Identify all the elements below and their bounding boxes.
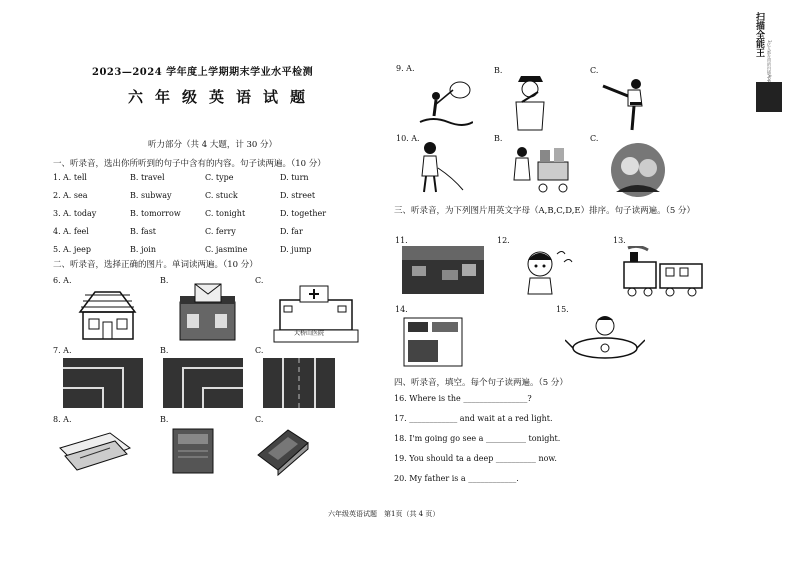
listening-title: 听力部分（共 4 大题，计 30 分） [148,140,278,150]
hospital-sign: 大桥山医院 [294,330,325,337]
section1-instruction: 一、听录音，选出你所听到的句子中含有的内容。句子读两遍。（10 分） [53,159,326,169]
book-image [253,425,313,477]
portrait-couple-image [610,142,666,198]
q8-label-a: 8. A. [53,415,72,424]
pic-11-label: 11. [395,236,408,245]
brand-label: 扫描全能王 [754,12,764,57]
q9-label-c: C. [590,66,599,75]
section1-option: C. jasmine [205,245,248,254]
section2-instruction: 二、听录音，选择正确的图片。单词读两遍。（10 分） [53,260,258,270]
section1-option: D. far [280,227,303,236]
karate-kick-image [598,72,653,134]
section1-option: 1. [53,173,61,182]
section1-option: D. turn [280,173,309,182]
section1-option: D. street [280,191,316,200]
qr-code-icon [756,82,782,112]
q8-label-b: B. [160,415,169,424]
traffic-photo-image [402,246,484,294]
section1-option: D. jump [280,245,312,254]
section1-option: A. jeep [63,245,91,254]
q8-label-c: C. [255,415,264,424]
pic-13-label: 13. [613,236,626,245]
section1-option: 3. [53,209,61,218]
section1-option: D. together [280,209,327,218]
q10-label-a: 10. A. [396,134,420,143]
q7-label-b: B. [160,346,169,355]
police-officer-image [508,72,553,134]
fill-16: 16. Where is the ________________? [394,394,532,403]
post-office-image [175,282,240,344]
q7-label-a: 7. A. [53,346,72,355]
section4-instruction: 四、听录音，填空。每个句子读两遍。（5 分） [394,378,568,388]
shopping-image [508,140,578,198]
section3-instruction: 三、听录音，为下列图片用英文字母（A,B,C,D,E）排序。句子读两遍。（5 分） [394,206,695,216]
section1-option: C. type [205,173,234,182]
section1-option: C. tonight [205,209,246,218]
section1-option: A. sea [63,191,88,200]
section1-option: A. today [63,209,97,218]
sick-girl-image [512,246,582,298]
pic-15-label: 15. [556,305,569,314]
road-turn-left-image [63,358,143,408]
section1-option: 4. [53,227,61,236]
section1-option: A. feel [63,227,89,236]
section1-option: B. tomorrow [130,209,181,218]
pic-14-label: 14. [395,305,408,314]
fill-17: 17. ____________ and wait at a red light. [394,414,553,423]
stamp-cards-image [402,316,464,368]
q10-label-c: C. [590,134,599,143]
q6-label-c: C. [255,276,264,285]
fishing-image [418,78,473,130]
section1-option: B. join [130,245,156,254]
grade-title: 六年级英语试题 [128,88,318,106]
exam-title: 2023—2024 学年度上学期期末学业水平检测 [92,67,314,78]
section1-option: B. subway [130,191,172,200]
q7-label-c: C. [255,346,264,355]
section1-option: 2. [53,191,61,200]
q9-label-a: 9. A. [396,64,415,73]
brand-subtitle: 3亿人都在用的扫描App [767,40,772,83]
q6-label-a: 6. A. [53,276,72,285]
section1-option: C. stuck [205,191,238,200]
section1-option: B. fast [130,227,157,236]
dictionary-image [168,425,218,477]
q6-label-b: B. [160,276,169,285]
road-straight-image [263,358,335,408]
road-turn-right-image [163,358,243,408]
section1-option: C. ferry [205,227,236,236]
fill-18: 18. I'm going go see a __________ tonight. [394,434,561,443]
q10-label-b: B. [494,134,503,143]
fill-20: 20. My father is a ____________. [394,474,519,483]
section1-option: B. travel [130,173,165,182]
section1-option: A. tell [63,173,87,182]
postcards-image [55,428,135,473]
pic-12-label: 12. [497,236,510,245]
fill-19: 19. You should ta a deep __________ now. [394,454,557,463]
page-footer: 六年级英语试题 第1页（共 4 页） [328,510,440,518]
section1-option: 5. [53,245,61,254]
boy-airplane-image [565,310,645,370]
woman-walking-image [408,138,468,196]
house-image [75,287,140,342]
q9-label-b: B. [494,66,503,75]
train-image [618,246,708,300]
